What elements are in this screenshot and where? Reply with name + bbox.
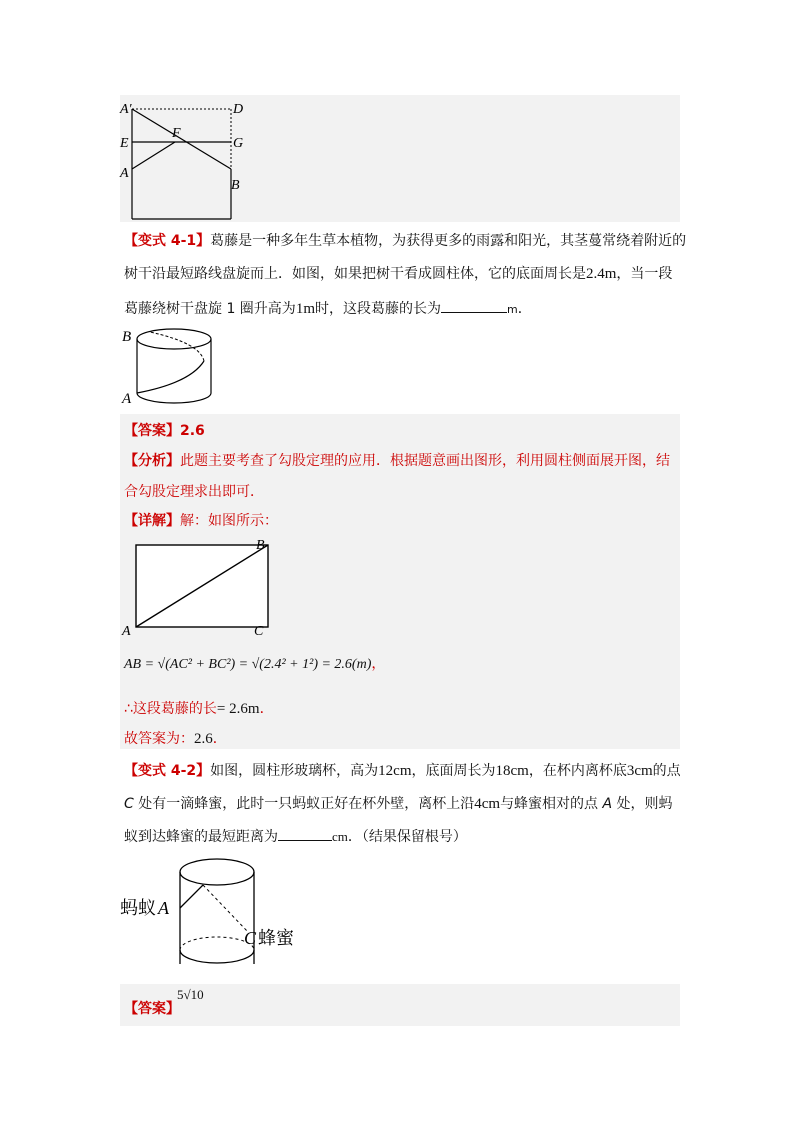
- unrolled-rectangle-diagram: [120, 535, 280, 640]
- glass-cup-diagram: [118, 850, 318, 982]
- q41-rise: 1m: [295, 301, 315, 317]
- fig1-label-g: G: [233, 136, 244, 151]
- q42-tag: 【变式 4-2】: [124, 763, 211, 779]
- rect-label-c: C: [254, 624, 264, 639]
- cup-label-a: A: [158, 898, 169, 918]
- cyl1-label-b: B: [122, 329, 132, 345]
- a41-detail: 【详解】解：如图所示：: [124, 513, 278, 529]
- a41-answer: 【答案】2.6: [124, 423, 205, 439]
- fig1-label-d: D: [233, 102, 244, 117]
- a41-final: 故答案为：2.6．: [124, 731, 227, 747]
- q41-line3: 葛藤绕树干盘旋 1 圈升高为1m时，这段葛藤的长为 m．: [124, 298, 532, 319]
- q41-circumference: 2.4m: [586, 266, 617, 282]
- a42-answer: 【答案】: [124, 1001, 180, 1017]
- q41-answer-blank[interactable]: [441, 298, 507, 313]
- fig1-rectangle-diagram: [118, 97, 248, 222]
- q42-line2: C 处有一滴蜂蜜，此时一只蚂蚁正好在杯外壁，离杯上沿4cm与蜂蜜相对的点 A 处，则蚂: [124, 796, 673, 812]
- cup-label-ant: 蚂蚁: [120, 898, 156, 919]
- cup-label-c: C: [244, 928, 257, 948]
- fig1-label-b: B: [231, 178, 240, 193]
- q42-answer-blank[interactable]: [278, 826, 332, 841]
- a41-formula: AB = √(AC² + BC²) = √(2.4² + 1²) = 2.6(m)，: [124, 656, 386, 672]
- cyl1-label-a: A: [122, 391, 132, 407]
- cup-label-honey: 蜂蜜: [258, 928, 294, 949]
- fig1-label-a: A: [120, 166, 129, 181]
- q41-tag: 【变式 4-1】: [124, 233, 211, 249]
- answer-block-42: [120, 984, 680, 1026]
- fig1-label-f: F: [172, 126, 181, 141]
- q41-line1: 【变式 4-1】葛藤是一种多年生草本植物，为获得更多的雨露和阳光，其茎蔓常绕着附近的: [124, 233, 687, 249]
- a41-conclusion: ∴这段葛藤的长= 2.6m．: [124, 701, 274, 717]
- rect-label-a: A: [122, 624, 131, 639]
- a41-analysis-line1: 【分析】此题主要考查了勾股定理的应用．根据题意画出图形，利用圆柱侧面展开图，结: [124, 453, 670, 469]
- a41-analysis-line2: 合勾股定理求出即可．: [124, 484, 264, 500]
- fig1-label-a-prime: A′: [120, 102, 132, 117]
- fig1-label-e: E: [120, 136, 129, 151]
- cylinder-vine-diagram: [120, 323, 215, 408]
- q42-line3: 蚁到达蜂蜜的最短距离为 cm．（结果保留根号）: [124, 826, 467, 846]
- q42-line1: 【变式 4-2】如图，圆柱形玻璃杯，高为12cm，底面周长为18cm，在杯内离杯底3cm的点: [124, 763, 681, 779]
- q41-line2: 树干沿最短路线盘旋而上．如图，如果把树干看成圆柱体，它的底面周长是2.4m，当一段: [124, 266, 673, 282]
- rect-label-b: B: [256, 538, 265, 553]
- a41-answer-value: 2.6: [180, 423, 205, 439]
- a42-answer-value: 5√10: [177, 987, 204, 1002]
